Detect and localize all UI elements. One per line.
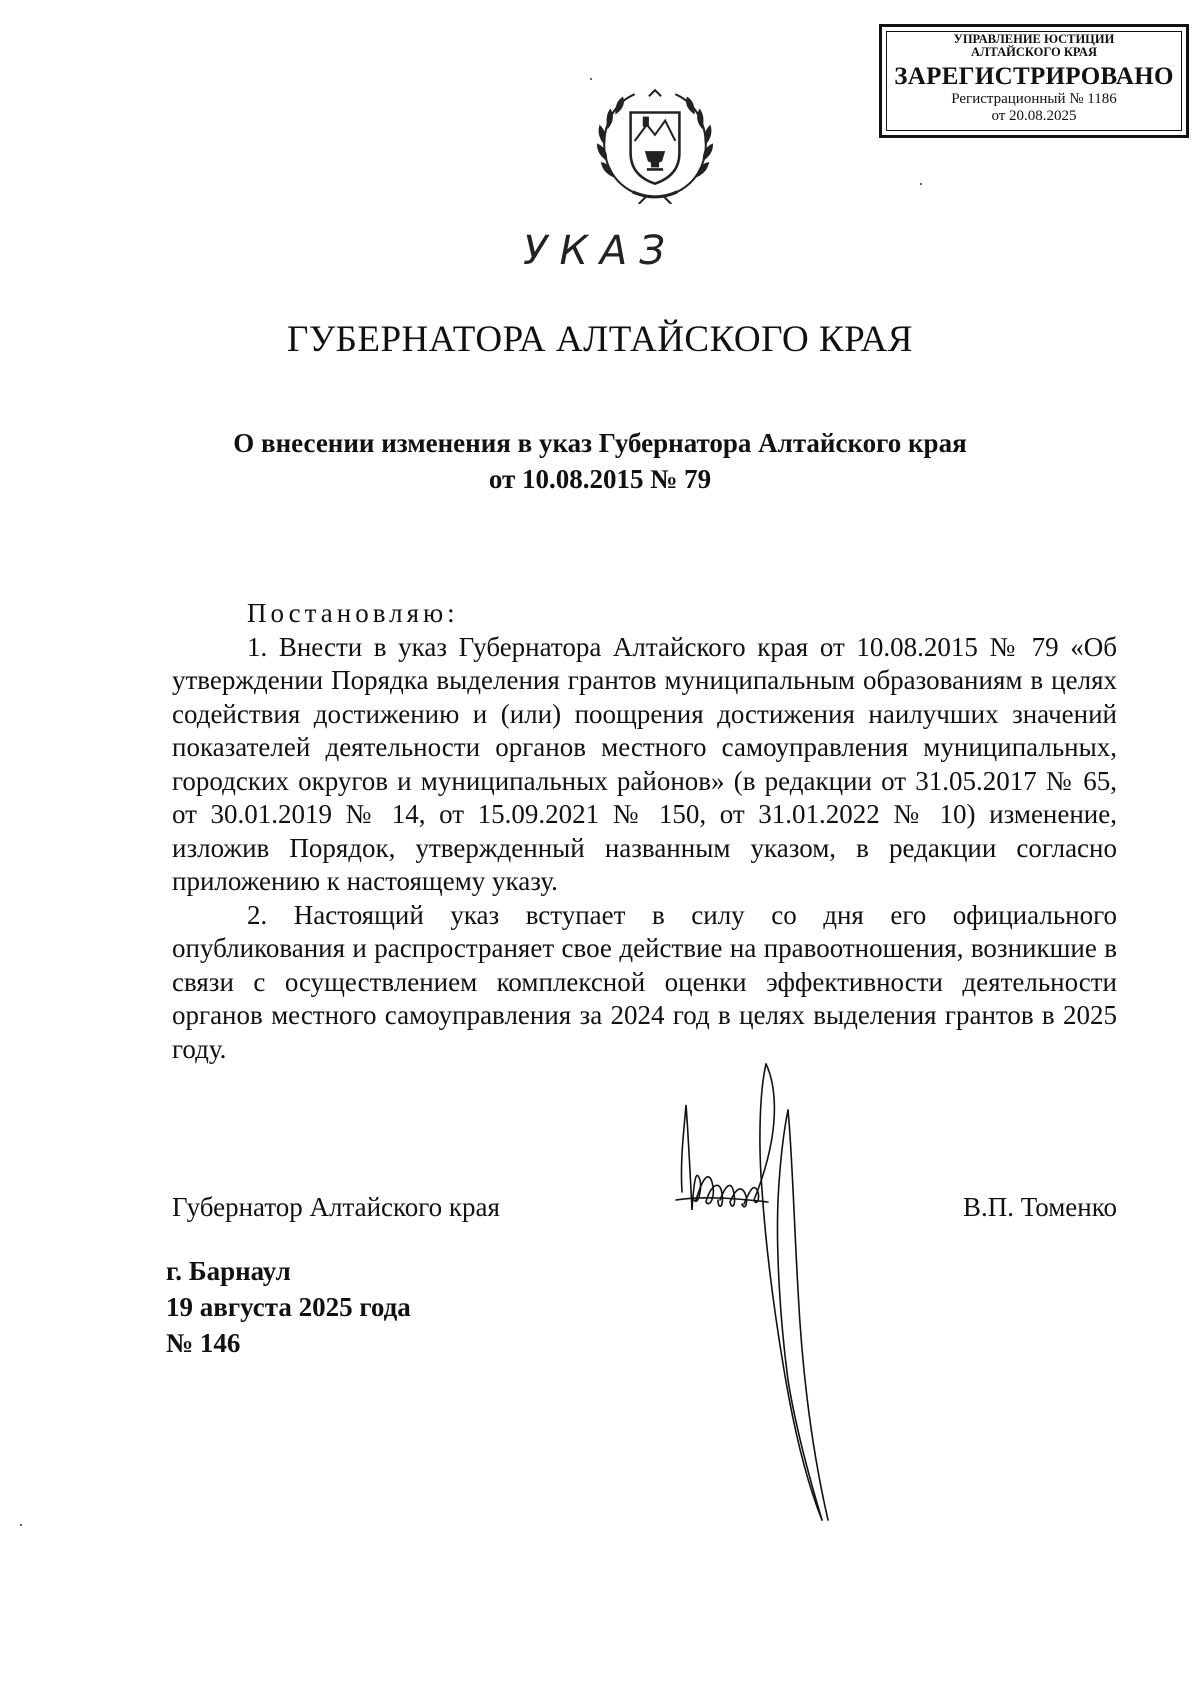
stamp-reg-date: от 20.08.2025 [991, 108, 1077, 124]
signatory-name: В.П. Томенко [963, 1192, 1117, 1222]
decree-word: Постановляю: [247, 598, 459, 628]
registration-stamp [879, 24, 1189, 138]
handwritten-signature [672, 1050, 847, 1570]
issue-place-date [166, 1253, 411, 1361]
issue-city: г. Барнаул [166, 1256, 291, 1286]
stamp-status: ЗАРЕГИСТРИРОВАНО [894, 63, 1174, 90]
document-body [172, 597, 1117, 1066]
stamp-reg-number: Регистрационный № 1186 [951, 91, 1117, 107]
subject-line-2: от 10.08.2015 № 79 [488, 464, 712, 494]
scan-speck [920, 183, 922, 185]
issuer-title: ГУБЕРНАТОРА АЛТАЙСКОГО КРАЯ [287, 319, 913, 360]
scan-speck [20, 1524, 22, 1526]
signatory-position: Губернатор Алтайского края [172, 1192, 500, 1222]
stamp-inner-border [886, 31, 1182, 131]
issue-date: 19 августа 2025 года [166, 1292, 411, 1322]
issue-number: № 146 [166, 1328, 241, 1358]
coat-of-arms-icon [594, 82, 716, 204]
subject-line-1: О внесении изменения в указ Губернатора Алтайского края [233, 428, 967, 458]
body-item-1: 1. Внести в указ Губернатора Алтайского края от 10.08.2015 № 79 «Об утверждении Порядка выделения грантов муниципальным образованиям в целях содействия достижению и (или) поощрения достижения наилучших значений показателей деятельности органов местного самоуправления муниципальных, городских округов и муниципальных районов» (в редакции от 31.05.2017 № 65, от 30.01.2019 № 14, от 15.09.2021 № 150, от 31.01.2022 № 10) изменение, изложив Порядок, утвержденный названным указом, в редакции согласно приложению к настоящему указу. [172, 631, 1117, 896]
document-type-title: УКАЗ [523, 228, 677, 274]
document-subject [0, 425, 1200, 497]
stamp-org: УПРАВЛЕНИЕ ЮСТИЦИИ АЛТАЙСКОГО КРАЯ [953, 32, 1115, 59]
body-item-2: 2. Настоящий указ вступает в силу со дня его официального опубликования и распространяет свое действие на правоотношения, возникшие в связи с осуществлением комплексной оценки эффективности деятельности органов местного самоуправления за 2024 год в целях выделения грантов в 2025 году. [172, 899, 1117, 1064]
scan-speck [590, 78, 592, 80]
